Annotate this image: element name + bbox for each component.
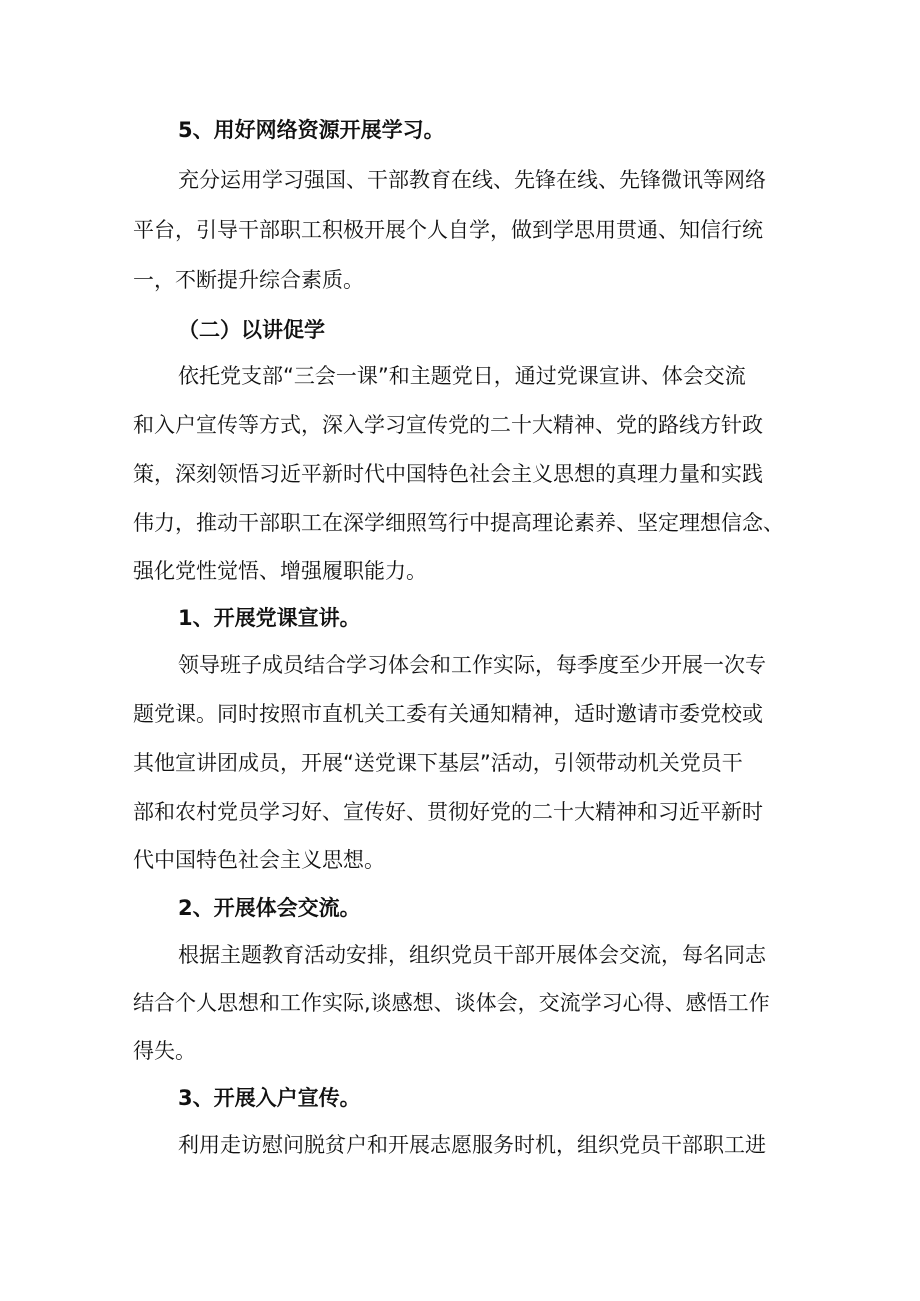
paragraph-line: 和入户宣传等方式，深入学习宣传党的二十大精神、党的路线方针政 [133,413,763,437]
paragraph-line: 得失。 [133,1039,196,1063]
paragraph-line: 强化党性觉悟、增强履职能力。 [133,559,427,583]
paragraph-line: 结合个人思想和工作实际,谈感想、谈体会，交流学习心得、感悟工作 [133,991,770,1015]
paragraph-line: 充分运用学习强国、干部教育在线、先锋在线、先锋微讯等网络 [178,168,766,192]
paragraph-line: 根据主题教育活动安排，组织党员干部开展体会交流，每名同志 [178,943,766,967]
item-heading-1: 1、开展党课宣讲。 [178,606,361,630]
paragraph-line: 一，不断提升综合素质。 [133,268,364,292]
paragraph-line: 其他宣讲团成员，开展“送党课下基层”活动，引领带动机关党员干 [133,751,743,775]
paragraph-line: 领导班子成员结合学习体会和工作实际，每季度至少开展一次专 [178,653,766,677]
paragraph-line: 伟力，推动干部职工在深学细照笃行中提高理论素养、坚定理想信念、 [133,511,784,535]
paragraph-line: 依托党支部“三会一课”和主题党日，通过党课宣讲、体会交流 [178,364,746,388]
paragraph-line: 策，深刻领悟习近平新时代中国特色社会主义思想的真理力量和实践 [133,462,763,486]
paragraph-line: 代中国特色社会主义思想。 [133,848,385,872]
item-heading-2: 2、开展体会交流。 [178,896,361,920]
paragraph-line: 题党课。同时按照市直机关工委有关通知精神，适时邀请市委党校或 [133,702,763,726]
item-heading-3: 3、开展入户宣传。 [178,1086,361,1110]
section-heading-5: 5、用好网络资源开展学习。 [178,118,445,142]
part-heading-2: （二）以讲促学 [178,318,325,342]
paragraph-line: 利用走访慰问脱贫户和开展志愿服务时机，组织党员干部职工进 [178,1133,766,1157]
paragraph-line: 平台，引导干部职工积极开展个人自学，做到学思用贯通、知信行统 [133,218,763,242]
paragraph-line: 部和农村党员学习好、宣传好、贯彻好党的二十大精神和习近平新时 [133,800,763,824]
